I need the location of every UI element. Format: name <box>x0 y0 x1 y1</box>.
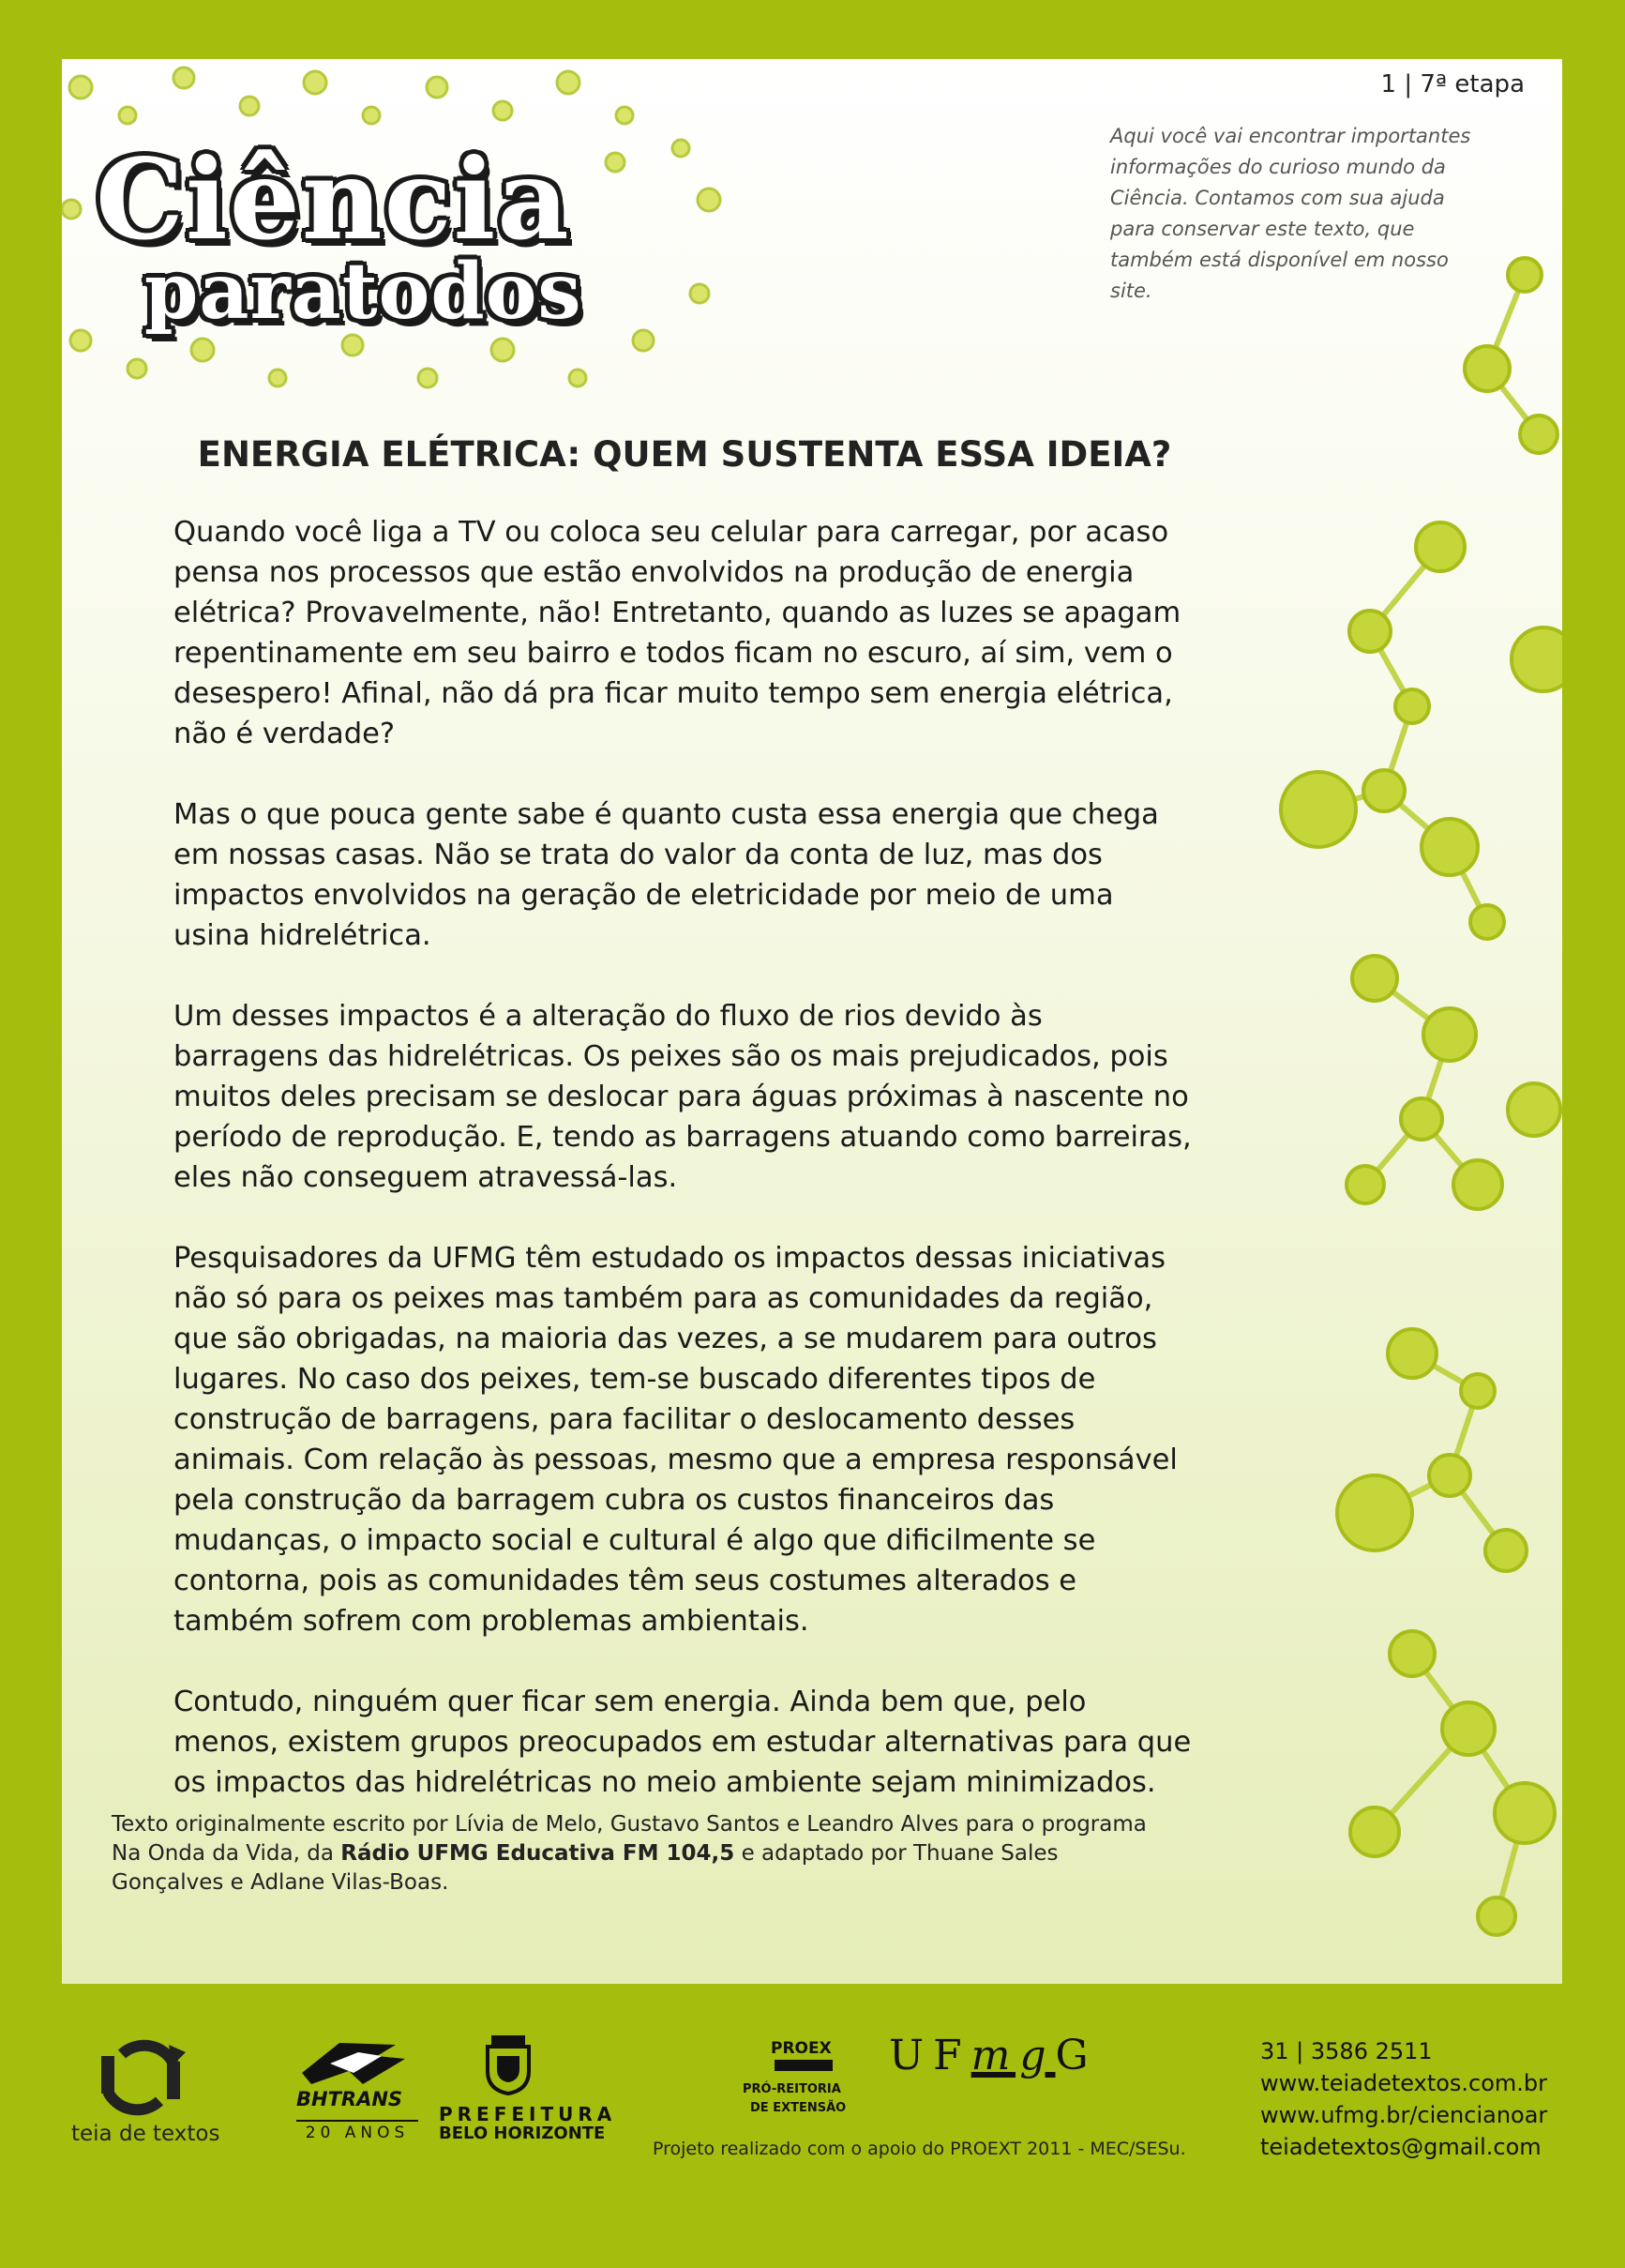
contact-phone: 31 | 3586 2511 <box>1260 2038 1433 2064</box>
teia-de-textos-label: teia de textos <box>71 2122 220 2146</box>
ufmg-letter-g: G <box>1055 2032 1098 2079</box>
contact-email[interactable]: teiadetextos@gmail.com <box>1260 2134 1542 2160</box>
intro-note: Aqui você vai encontrar importantes informações do curioso mundo da Ciência. Contamos com sua ajuda para conservar este texto, que também está disponível em nosso site. <box>1110 125 1471 302</box>
teia-de-textos-icon <box>94 2035 188 2120</box>
ufmg-letters-uf: UF <box>889 2032 971 2079</box>
proex-line-2: DE EXTENSÃO <box>750 2101 847 2115</box>
article-paragraph: Um desses impactos é a alteração do fluxo de rios devido às barragens das hidrelétricas. Os peixes são os mais prejudicados, pois muitos deles precisam se deslocar para águas próximas à nascente no período de reprodução. E, tendo as barragens atuando como barreiras, eles não conseguem atravessá-las. <box>173 1000 1192 1194</box>
article <box>173 434 1196 1843</box>
article-paragraph: Contudo, ninguém quer ficar sem energia. Ainda bem que, pelo menos, existem grupos preocupados em estudar alternativas para que os impactos das hidrelétricas no meio ambiente sejam minimizados. <box>173 1686 1192 1799</box>
proex-name: PROEX <box>771 2039 832 2058</box>
bhtrans-name: BHTRANS <box>296 2088 403 2110</box>
article-title: ENERGIA ELÉTRICA: QUEM SUSTENTA ESSA IDEIA? <box>197 434 1172 475</box>
pbh-line-1: PREFEITURA <box>439 2103 617 2125</box>
page-number: 1 | 7ª etapa <box>1380 70 1525 98</box>
contact-site-2[interactable]: www.ufmg.br/ciencianoar <box>1260 2102 1548 2128</box>
ufmg-letters-mg: mg <box>970 2032 1056 2079</box>
credit-radio: Rádio UFMG Educativa FM 104,5 <box>340 1841 735 1866</box>
ciencia-para-todos-logo <box>90 134 728 359</box>
article-paragraph: Pesquisadores da UFMG têm estudado os impactos dessas iniciativas não só para os peixes mas também para as comunidades da região, que são obrigadas, na maioria das vezes, a se mudarem para outros lugares. No caso dos peixes, tem-se buscado diferentes tipos de construção de barragens, para facilitar o deslocamento desses animais. Com relação às pessoas, mesmo que a empresa responsável pela construção da barragem cubra os custos financeiros das mudanças, o impacto social e cultural é algo que dificilmente se contorna, pois as comunidades têm seus costumes alterados e também sofrem com problemas ambientais. <box>173 1242 1178 1638</box>
bhtrans-anniversary: 20 ANOS <box>296 2120 418 2142</box>
contact-site-1[interactable]: www.teiadetextos.com.br <box>1260 2070 1548 2096</box>
bhtrans-arrows-icon <box>293 2035 424 2092</box>
support-note: Projeto realizado com o apoio do PROEXT 2011 - MEC/SESu. <box>653 2139 1186 2159</box>
ufmg-logo <box>889 2032 1098 2079</box>
pbh-crest-icon <box>482 2034 534 2095</box>
proex-line-1: PRÓ-REITORIA <box>743 2082 841 2096</box>
logo-line-1: Ciência <box>96 134 571 265</box>
article-paragraph: Mas o que pouca gente sabe é quanto custa essa energia que chega em nossas casas. Não se trata do valor da conta de luz, mas dos impactos envolvidos na geração de eletricidade por meio de uma usina hidrelétrica. <box>173 798 1159 952</box>
credit-text-2: e adaptado por Thuane Sales Gonçalves e Adlane Vilas-Boas. <box>112 1841 1059 1895</box>
content-panel <box>62 59 1562 1984</box>
logo-line-2: paratodos <box>144 247 582 337</box>
contact-block <box>1260 2035 1547 2163</box>
pbh-line-2: BELO HORIZONTE <box>439 2124 606 2143</box>
proex-bar <box>775 2060 833 2071</box>
author-credit <box>112 1810 1162 1898</box>
credit-text-1: Texto originalmente escrito por Lívia de Melo, Gustavo Santos e Leandro Alves para o programa Na Onda da Vida, da <box>112 1812 1147 1866</box>
article-paragraph: Quando você liga a TV ou coloca seu celular para carregar, por acaso pensa nos processos que estão envolvidos na produção de energia elétrica? Provavelmente, não! Entretanto, quando as luzes se apagam repentinamente em seu bairro e todos ficam no escuro, aí sim, vem o desespero! Afinal, não dá pra ficar muito tempo sem energia elétrica, não é verdade? <box>173 516 1181 750</box>
